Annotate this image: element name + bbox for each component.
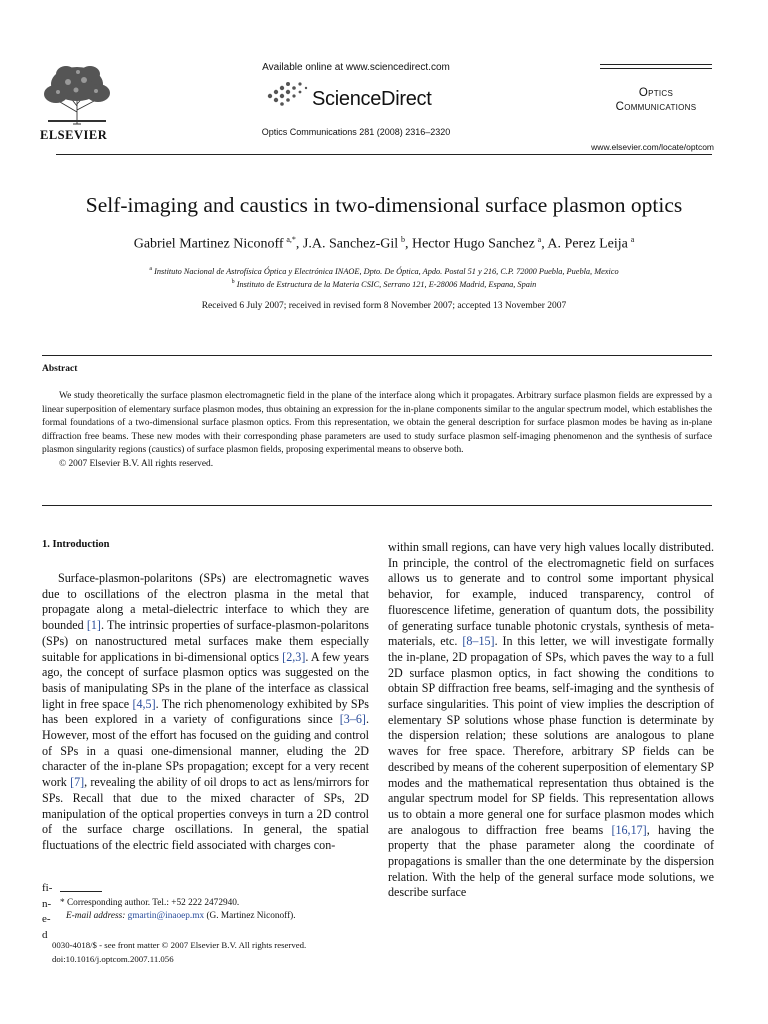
citation-link[interactable]: [7] [70,775,85,790]
intro-text: within small regions, can have very high values locally distributed. In principle, the control of the electromagnetic field on surfaces allows us to generate and to control some important physical behavior, for example, induced transparency, control of fluorescence lifetime, generation of quantum dots, the possibility of generating surface tunable photonic crystals, synthesis of meta-materials, etc. [388,540,714,649]
citation-link[interactable]: [16,17] [611,822,647,837]
abstract-bottom-rule [42,505,712,506]
citation-link[interactable]: [2,3] [282,649,306,664]
journal-logo-rule [600,64,712,65]
available-online-note[interactable]: Available online at www.sciencedirect.com [262,62,450,73]
corresponding-author-note: * Corresponding author. Tel.: +52 222 2472940. [60,898,240,908]
right-column [388,540,714,901]
intro-text: . The rich phenomenology exhibited by SPs has been explored in a variety of configurations since [42,696,369,727]
abstract-heading: Abstract [42,364,78,374]
article-title: Self-imaging and caustics in two-dimensional surface plasmon optics [85,193,683,217]
intro-text: , having the property that the phase parameter along the coordinate of propagations is smaller than the one determinate by the dispersion relation. With the help of the general surface mode solutions, we describe surface [388,822,714,900]
citation-link[interactable]: [4,5] [132,696,156,711]
email-label: E-mail address: [66,911,126,921]
sciencedirect-wordmark: ScienceDirect [312,88,432,110]
intro-text: Surface-plasmon-polaritons (SPs) are electromagnetic waves due to oscillations of the electron plasma in the metal that propagate along a metal-dielectric interface to which they are bounded [42,571,369,633]
left-column [42,571,369,854]
publisher-name: ELSEVIER [40,128,108,142]
issn-line: 0030-4018/$ - see front matter © 2007 Elsevier B.V. All rights reserved. [52,940,307,950]
intro-text: . The intrinsic properties of surface-plasmon-polaritons (SPs) on nanostructured metal surfaces make them especially suitable for applications in bi-dimensional optics [42,618,369,664]
author-name[interactable]: Hector Hugo Sanchez [411,236,535,252]
journal-logo-rule [600,68,712,69]
journal-name-line2: Communications [615,101,697,113]
doi-link[interactable]: doi:10.1016/j.optcom.2007.11.056 [52,954,174,964]
author-affiliation-mark[interactable]: a,* [286,235,296,244]
author-affiliation-mark[interactable]: a [630,235,635,244]
affiliation-a [0,266,768,276]
author-name[interactable]: Gabriel Martinez Niconoff [133,236,284,252]
author-name[interactable]: J.A. Sanchez-Gil [302,236,399,252]
journal-citation: Optics Communications 281 (2008) 2316–2320 [261,127,451,137]
intro-text: , revealing the ability of oil drops to act as lens/mirrors for SPs. Recall that due to the mixed character of SPs, 2D manipulation of the optical properties conveys in turn a 2D control of the surface charge oscillations. In general, the spatial fluctuations of the electric field associated with charges con- [42,775,369,852]
author-list: Gabriel Martinez Niconoff $^{a,*}$, J.A. Sanchez-Gil $^b$, Hector Hugo Sanchez $^a$, A. Perez Leija $^a$ [133,235,635,252]
section-heading-introduction: 1. Introduction [42,539,110,550]
abstract-copyright: © 2007 Elsevier B.V. All rights reserved. [59,458,214,469]
email-owner: (G. Martinez Niconoff). [206,911,296,921]
journal-url-link[interactable]: www.elsevier.com/locate/optcom [591,142,714,152]
affiliation-text: Instituto de Estructura de la Materia CSIC, Serrano 121, E-28006 Madrid, Espana, Spain [236,279,537,289]
header-divider [56,154,712,155]
footnote-rule [60,891,102,892]
author-affiliation-mark[interactable]: b [400,235,405,244]
intro-paragraph [42,571,369,854]
author-affiliation-mark[interactable]: a [537,235,542,244]
affiliation-text: Instituto Nacional de Astrofísica Óptica y Electrónica INAOE, Dpto. De Óptica, Apdo. Postal 51 y 216, C.P. 72000 Puebla, Puebla, Mexico [154,266,619,276]
journal-name-line1: Optics [638,87,674,99]
affiliation-b [0,279,768,289]
journal-name-logo [598,86,714,114]
intro-text: . In this letter, we will investigate formally the in-plane, 2D propagation of SPs, which paves the way to a full 2D surface plasmon optics, in fact showing the conditions to obtain SP diffraction free beams, self-imaging and the synthesis of surface singularities. This point of view implies the description of elementary SP solutions whose phase function is determinate by the dispersion relation; these solutions are analogous to plane waves for free space. Therefore, arbitrary SP fields can be described by means of the coherent superposition of elementary SP modes and the mathematical representation thus obtained is the angular spectrum model for SP fields. This representation allows us to obtain a more general one for surface plasmon modes which are analogous to diffraction free beams [388,634,714,837]
citation-link[interactable]: [8–15] [462,634,495,649]
affiliation-mark: a [149,266,153,272]
intro-text: . However, most of the effort has focused on the guiding and control of SPs in a quasi one-dimensional manner, eluding the 2D character of the in-plane SPs propagation; except for a very recent work [42,712,369,790]
affiliation-mark: b [231,279,235,285]
intro-text: . A few years ago, the concept of surface plasmon optics was suggested on the basis of manipulating SPs in the plane of the interface as classical light in free space [42,649,369,711]
abstract-body [42,390,712,472]
email-footnote [66,911,386,921]
intro-paragraph-continued [388,540,714,901]
citation-link[interactable]: [1] [86,618,101,633]
abstract-top-rule [42,355,712,356]
abstract-text: We study theoretically the surface plasmon electromagnetic field in the plane of the interface along which it propagates. Arbitrary surface plasmon fields are expressed by a linear superposition of elementary surface plasmon modes, thus obtaining an expression for the in-plane components similar to the angular spectrum model, which establishes the formal foundations of a two-dimensional surface plasmon optics. From this representation, we obtain the general description for surface plasmon modes be having as in-plane diffraction free beams. These new modes with their corresponding phase parameters are used to study surface plasmon self-imaging phenomenon and the synthesis of surface plasmon singularity regions (caustics) of surface plasmon fields, proposing experimental means to observe both. [42,391,712,456]
received-dates: Received 6 July 2007; received in revised form 8 November 2007; accepted 13 November 2007 [201,301,567,311]
email-link[interactable]: gmartin@inaoep.mx [127,911,205,921]
stray-hyphenation-fragment: fi- n- e- d [42,882,53,941]
citation-link[interactable]: [3–6] [339,712,366,727]
author-name[interactable]: A. Perez Leija [547,236,628,252]
